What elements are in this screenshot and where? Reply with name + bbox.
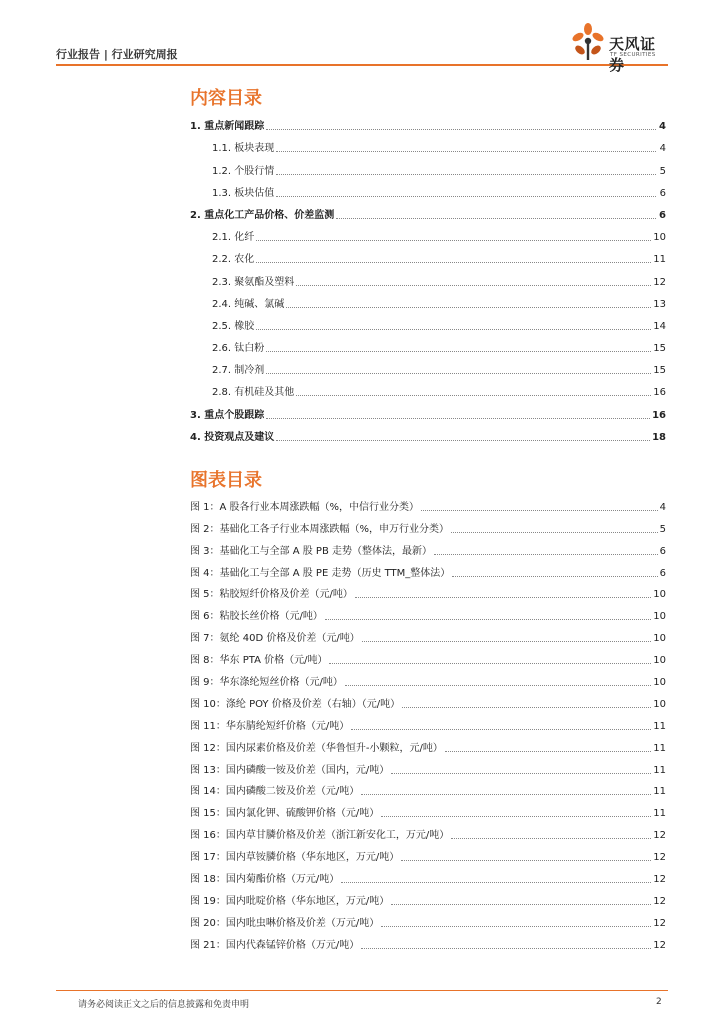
figure-entry-page: 4 <box>659 501 666 513</box>
figure-entry-page: 5 <box>659 523 666 535</box>
dot-leader <box>276 195 656 197</box>
figure-entry-page: 11 <box>653 808 666 820</box>
toc-entry-page: 13 <box>653 298 666 310</box>
figure-entry-label: 图 3：基础化工与全部 A 股 PB 走势（整体法，最新） <box>190 545 432 557</box>
toc-entry[interactable] <box>190 155 666 177</box>
logo-petals-icon <box>569 22 607 62</box>
figure-entry[interactable] <box>190 601 666 623</box>
page-number: 2 <box>656 997 662 1007</box>
figure-entry-label: 图 14：国内磷酸二铵及价差（元/吨） <box>190 786 360 798</box>
toc-entry-label: 2.2. 农化 <box>212 254 255 266</box>
figure-entry[interactable] <box>190 558 666 580</box>
toc-entry[interactable] <box>190 266 666 288</box>
figure-entry[interactable] <box>190 536 666 558</box>
dot-leader <box>452 575 657 577</box>
figure-entry-page: 12 <box>653 895 666 907</box>
toc-entry-label: 2.1. 化纤 <box>212 232 255 244</box>
dot-leader <box>391 772 651 774</box>
toc-entry[interactable] <box>190 111 666 133</box>
toc-entry-label: 2.7. 制冷剂 <box>212 365 265 377</box>
dot-leader <box>381 815 651 817</box>
figure-entry-page: 12 <box>653 939 666 951</box>
figure-entry-label: 图 15：国内氯化钾、硫酸钾价格（元/吨） <box>190 808 380 820</box>
toc-entry-page: 6 <box>659 209 666 221</box>
figure-entry[interactable] <box>190 492 666 514</box>
toc-entry-page: 5 <box>659 165 666 177</box>
figure-entry[interactable] <box>190 733 666 755</box>
dot-leader <box>345 684 651 686</box>
figure-entry-page: 6 <box>659 567 666 579</box>
figure-entry[interactable] <box>190 689 666 711</box>
figure-entry[interactable] <box>190 623 666 645</box>
toc-entry-label: 2. 重点化工产品价格、价差监测 <box>190 209 335 221</box>
figure-entry[interactable] <box>190 755 666 777</box>
dot-leader <box>336 217 656 219</box>
toc-title: 内容目录 <box>190 88 262 109</box>
figure-entry[interactable] <box>190 886 666 908</box>
toc-entry[interactable] <box>190 289 666 311</box>
figure-entry[interactable] <box>190 864 666 886</box>
dot-leader <box>391 903 651 905</box>
footer-rule <box>56 990 668 991</box>
toc-entry-label: 1.3. 板块估值 <box>212 187 275 199</box>
toc-entry[interactable] <box>190 377 666 399</box>
figure-entry[interactable] <box>190 645 666 667</box>
toc-entry[interactable] <box>190 178 666 200</box>
figure-entry-page: 10 <box>653 589 666 601</box>
figure-list-title: 图表目录 <box>190 470 262 491</box>
dot-leader <box>381 925 651 927</box>
dot-leader <box>351 728 651 730</box>
dot-leader <box>276 439 650 441</box>
figure-entry-label: 图 5：粘胶短纤价格及价差（元/吨） <box>190 589 353 601</box>
dot-leader <box>355 596 651 598</box>
figure-entry[interactable] <box>190 580 666 602</box>
dot-leader <box>362 640 652 642</box>
toc-entry-label: 2.3. 聚氨酯及塑料 <box>212 276 295 288</box>
dot-leader <box>361 793 651 795</box>
figure-entry-label: 图 10：涤纶 POY 价格及价差（右轴）（元/吨） <box>190 698 401 710</box>
dot-leader <box>421 509 658 511</box>
toc-entry-label: 2.6. 钛白粉 <box>212 343 265 355</box>
figure-entry-page: 11 <box>653 786 666 798</box>
figure-entry-label: 图 17：国内草铵膦价格（华东地区，万元/吨） <box>190 852 400 864</box>
toc-entry[interactable] <box>190 333 666 355</box>
toc-entry-page: 14 <box>653 320 666 332</box>
figure-entry[interactable] <box>190 908 666 930</box>
figure-entry-label: 图 11：华东腈纶短纤价格（元/吨） <box>190 720 350 732</box>
dot-leader <box>361 947 651 949</box>
dot-leader <box>434 553 658 555</box>
figure-entry[interactable] <box>190 514 666 536</box>
toc-entry-label: 4. 投资观点及建议 <box>190 431 275 443</box>
dot-leader <box>286 306 651 308</box>
toc-entry-page: 10 <box>653 232 666 244</box>
toc-entry-page: 16 <box>653 387 666 399</box>
figure-list <box>190 492 666 952</box>
figure-entry-label: 图 21：国内代森锰锌价格（万元/吨） <box>190 939 360 951</box>
dot-leader <box>266 128 656 130</box>
figure-entry-page: 10 <box>653 655 666 667</box>
figure-entry-page: 10 <box>653 677 666 689</box>
header-breadcrumb: 行业报告 | 行业研究周报 <box>56 48 178 61</box>
figure-entry[interactable] <box>190 667 666 689</box>
dot-leader <box>276 150 656 152</box>
dot-leader <box>276 173 656 175</box>
dot-leader <box>266 372 651 374</box>
toc-entry-page: 4 <box>659 121 666 133</box>
figure-entry[interactable] <box>190 777 666 799</box>
figure-entry-page: 12 <box>653 874 666 886</box>
dot-leader <box>325 618 651 620</box>
dot-leader <box>296 284 651 286</box>
figure-entry-label: 图 19：国内吡啶价格（华东地区，万元/吨） <box>190 895 390 907</box>
figure-entry[interactable] <box>190 930 666 952</box>
figure-entry-label: 图 12：国内尿素价格及价差（华鲁恒升-小颗粒，元/吨） <box>190 742 443 754</box>
figure-entry-page: 10 <box>653 633 666 645</box>
dot-leader <box>256 328 651 330</box>
dot-leader <box>266 350 651 352</box>
dot-leader <box>296 394 651 396</box>
toc-entry-label: 2.5. 橡胶 <box>212 320 255 332</box>
logo-cn-text: 天风证券 <box>609 35 656 74</box>
dot-leader <box>329 662 651 664</box>
figure-entry-page: 11 <box>653 742 666 754</box>
figure-entry-label: 图 1：A 股各行业本周涨跌幅（%，中信行业分类） <box>190 501 420 513</box>
figure-entry-label: 图 8：华东 PTA 价格（元/吨） <box>190 655 328 667</box>
toc-entry[interactable] <box>190 399 666 421</box>
figure-entry-label: 图 16：国内草甘膦价格及价差（浙江新安化工，万元/吨） <box>190 830 450 842</box>
dot-leader <box>341 881 651 883</box>
toc-entry-label: 2.8. 有机硅及其他 <box>212 387 295 399</box>
figure-entry-page: 12 <box>653 852 666 864</box>
toc-entry-page: 16 <box>652 409 666 421</box>
toc-entry-page: 12 <box>653 276 666 288</box>
figure-entry-label: 图 18：国内菊酯价格（万元/吨） <box>190 874 340 886</box>
footer-disclaimer: 请务必阅读正文之后的信息披露和免责申明 <box>78 1000 250 1010</box>
toc-entry-page: 15 <box>653 343 666 355</box>
toc-entry[interactable] <box>190 311 666 333</box>
figure-entry-label: 图 9：华东涤纶短丝价格（元/吨） <box>190 677 343 689</box>
toc-entry[interactable] <box>190 422 666 444</box>
figure-entry-page: 11 <box>653 764 666 776</box>
figure-entry[interactable] <box>190 711 666 733</box>
toc-entry-page: 15 <box>653 365 666 377</box>
figure-entry-label: 图 2：基础化工各子行业本周涨跌幅（%，申万行业分类） <box>190 523 450 535</box>
toc-entry-label: 1.1. 板块表现 <box>212 143 275 155</box>
toc-list <box>190 111 666 444</box>
header-rule <box>56 64 668 66</box>
dot-leader <box>256 261 651 263</box>
figure-entry-label: 图 20：国内吡虫啉价格及价差（万元/吨） <box>190 917 380 929</box>
dot-leader <box>401 859 651 861</box>
figure-entry-page: 12 <box>653 917 666 929</box>
toc-entry[interactable] <box>190 222 666 244</box>
figure-entry-page: 10 <box>653 611 666 623</box>
dot-leader <box>451 531 658 533</box>
dot-leader <box>445 750 651 752</box>
toc-entry-page: 11 <box>653 254 666 266</box>
figure-entry-page: 12 <box>653 830 666 842</box>
figure-entry-page: 11 <box>653 720 666 732</box>
toc-entry[interactable] <box>190 133 666 155</box>
toc-entry[interactable] <box>190 200 666 222</box>
dot-leader <box>451 837 651 839</box>
toc-entry-page: 18 <box>652 431 666 443</box>
logo-en-text: TF SECURITIES <box>610 52 656 58</box>
figure-entry-label: 图 13：国内磷酸一铵及价差（国内，元/吨） <box>190 764 390 776</box>
toc-entry-label: 3. 重点个股跟踪 <box>190 409 265 421</box>
company-logo <box>569 22 669 74</box>
dot-leader <box>256 239 651 241</box>
figure-entry-label: 图 6：粘胶长丝价格（元/吨） <box>190 611 323 623</box>
toc-entry-label: 1. 重点新闻跟踪 <box>190 121 265 133</box>
toc-entry-label: 1.2. 个股行情 <box>212 165 275 177</box>
dot-leader <box>402 706 651 708</box>
figure-entry-label: 图 4：基础化工与全部 A 股 PE 走势（历史 TTM_整体法） <box>190 567 451 579</box>
figure-entry[interactable] <box>190 842 666 864</box>
toc-entry-page: 4 <box>659 143 666 155</box>
figure-entry[interactable] <box>190 820 666 842</box>
figure-entry[interactable] <box>190 798 666 820</box>
dot-leader <box>266 417 650 419</box>
figure-entry-page: 6 <box>659 545 666 557</box>
figure-entry-page: 10 <box>653 698 666 710</box>
figure-entry-label: 图 7：氨纶 40D 价格及价差（元/吨） <box>190 633 360 645</box>
toc-entry-label: 2.4. 纯碱、氯碱 <box>212 298 285 310</box>
toc-entry[interactable] <box>190 355 666 377</box>
toc-entry[interactable] <box>190 244 666 266</box>
toc-entry-page: 6 <box>659 187 666 199</box>
